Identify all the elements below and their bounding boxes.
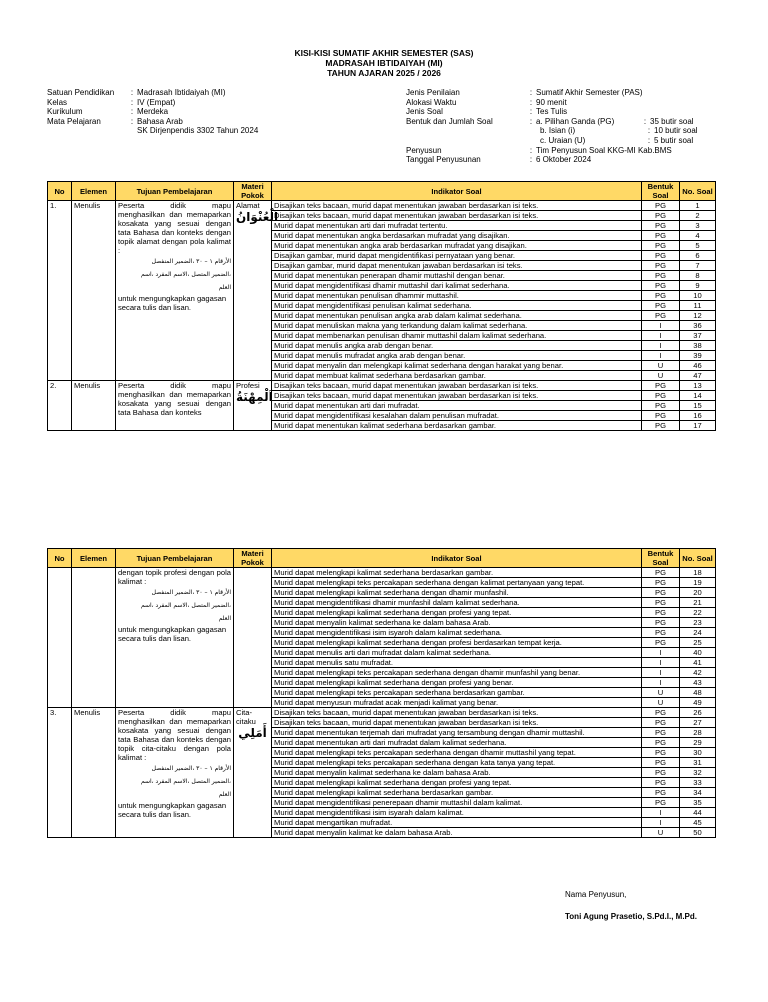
nosoal-cell: 1 (680, 201, 716, 211)
signature-label: Nama Penyusun, (565, 890, 627, 899)
bentuk-cell: U (642, 371, 680, 381)
indikator-cell: Disajikan teks bacaan, murid dapat menentukan jawaban berdasarkan isi teks. (272, 708, 642, 718)
indikator-cell: Murid dapat menentukan arti dari mufradat tertentu. (272, 221, 642, 231)
bentuk-cell: PG (642, 768, 680, 778)
nosoal-cell: 35 (680, 798, 716, 808)
tujuan-closing: untuk mengungkapkan gagasan secara tulis dan lisan. (118, 294, 227, 312)
nosoal-cell: 29 (680, 738, 716, 748)
indikator-cell: Murid dapat menentukan kalimat sederhana berdasarkan gambar. (272, 421, 642, 431)
arabic-pattern: الأرقام ١ – ٣٠ ،الضمير المنفصل (151, 589, 231, 596)
bentuk-cell: I (642, 658, 680, 668)
indikator-cell: Murid dapat menulis arti dari mufradat dalam kalimat sederhana. (272, 648, 642, 658)
nosoal-cell: 18 (680, 568, 716, 578)
indikator-cell: Murid dapat mengidentifikasi kesalahan dalam penulisan mufradat. (272, 411, 642, 421)
tujuan-text: Peserta didik mapu menghasilkan dan memaparkan kosakata yang sesuai dengan tata Bahasa dan konteks dengan topik alamat dengan pola kalimat : (118, 201, 231, 255)
bentuk-cell: PG (642, 778, 680, 788)
info-row: Satuan Pendidikan : Madrasah Ibtidaiyah (MI) (47, 88, 226, 97)
indikator-cell: Murid dapat melengkapi kalimat sederhana dengan profesi yang tepat. (272, 778, 642, 788)
col-tujuan: Tujuan Pembelajaran (116, 182, 234, 201)
bentuk-cell: U (642, 828, 680, 838)
table-header-row (48, 549, 716, 568)
info-value: Sumatif Akhir Semester (PAS) (536, 88, 643, 97)
nosoal-cell: 4 (680, 231, 716, 241)
col-nosoal: No. Soal (680, 182, 716, 201)
materi-cell (234, 201, 279, 381)
bentuk-cell: PG (642, 311, 680, 321)
bentuk-cell: PG (642, 758, 680, 768)
bentuk-cell: U (642, 698, 680, 708)
nosoal-cell: 50 (680, 828, 716, 838)
nosoal-cell: 21 (680, 598, 716, 608)
nosoal-cell: 28 (680, 728, 716, 738)
materi-label: Alamat (236, 201, 260, 210)
bentuk-cell: PG (642, 401, 680, 411)
indikator-cell: Murid dapat melengkapi kalimat sederhana berdasarkan gambar. (272, 568, 642, 578)
bentuk-cell: PG (642, 231, 680, 241)
indikator-cell: Murid dapat melengkapi kalimat sederhana dengan dhamir munfashil. (272, 588, 642, 598)
doc-subtitle: MADRASAH IBTIDAIYAH (MI) (325, 58, 443, 68)
info-value: 90 menit (536, 97, 567, 107)
indikator-cell: Disajikan gambar, murid dapat mengidentifikasi pernyataan yang benar. (272, 251, 642, 261)
row-number: 1. (48, 201, 72, 381)
bentuk-cell: U (642, 361, 680, 371)
indikator-cell: Murid dapat melengkapi teks percakapan sederhana dengan dhamir muttashil yang tepat. (272, 748, 642, 758)
indikator-cell: Murid dapat menentukan angka arab berdasarkan mufradat yang disajikan. (272, 241, 642, 251)
bentuk-cell: PG (642, 608, 680, 618)
indikator-cell: Disajikan teks bacaan, murid dapat menentukan jawaban berdasarkan isi teks. (272, 718, 642, 728)
info-value: 6 Oktober 2024 (536, 155, 592, 165)
doc-year: TAHUN AJARAN 2025 / 2026 (327, 68, 441, 78)
indikator-cell: Murid dapat membuat kalimat sederhana berdasarkan gambar. (272, 371, 642, 381)
indikator-cell: Murid dapat mengidentifikasi dhamir muttashil dari kalimat sederhana. (272, 281, 642, 291)
bentuk-cell: PG (642, 718, 680, 728)
info-label: Penyusun (406, 145, 442, 155)
info-value: Madrasah Ibtidaiyah (MI) (137, 88, 226, 97)
arabic-pattern: الأرقام ١ – ٣٠ ،الضمير المنفصل (151, 765, 231, 772)
nosoal-cell: 15 (680, 401, 716, 411)
nosoal-cell: 42 (680, 668, 716, 678)
indikator-cell: Murid dapat menyalin kalimat sederhana ke dalam bahasa Arab. (272, 768, 642, 778)
info-label: Tanggal Penyusunan (406, 155, 481, 165)
bentuk-cell: PG (642, 201, 680, 211)
info-label: Kurikulum (47, 107, 83, 117)
row-number: 2. (48, 381, 72, 431)
indikator-cell: Murid dapat mengartikan mufradat. (272, 818, 642, 828)
table-row (48, 708, 716, 718)
col-elemen: Elemen (72, 549, 116, 568)
tujuan-text: Peserta didik mapu menghasilkan dan memaparkan kosakata yang sesuai dengan tata Bahasa dan konteks (118, 381, 231, 417)
info-row: Kurikulum : Merdeka (47, 107, 169, 117)
indikator-cell: Murid dapat menyusun mufradat acak menjadi kalimat yang benar. (272, 698, 642, 708)
bentuk-cell: PG (642, 708, 680, 718)
indikator-cell: Murid dapat menulis satu mufradat. (272, 658, 642, 668)
info-label: Mata Pelajaran (47, 116, 101, 126)
bentuk-cell: PG (642, 578, 680, 588)
materi-cell (234, 381, 272, 431)
table-header-row (48, 182, 716, 201)
indikator-cell: Murid dapat melengkapi kalimat sederhana dengan profesi berdasarkan tempat kerja. (272, 638, 642, 648)
info-label: Bentuk dan Jumlah Soal (406, 116, 493, 126)
doc-title: KISI-KISI SUMATIF AKHIR SEMESTER (SAS) (294, 48, 474, 58)
materi-arabic: اَلْمِهْنَةُ (236, 390, 273, 404)
bentuk-cell: PG (642, 738, 680, 748)
nosoal-cell: 7 (680, 261, 716, 271)
nosoal-cell: 46 (680, 361, 716, 371)
nosoal-cell: 8 (680, 271, 716, 281)
indikator-cell: Murid dapat menulis angka arab dengan benar. (272, 341, 642, 351)
tujuan-closing: untuk mengungkapkan gagasan secara tulis dan lisan. (118, 801, 227, 819)
info-row: Kelas : IV (Empat) (47, 97, 176, 107)
indikator-cell: Murid dapat menentukan angka berdasarkan mufradat yang disajikan. (272, 231, 642, 241)
bentuk-cell: I (642, 818, 680, 828)
bentuk-cell: I (642, 648, 680, 658)
indikator-cell: Disajikan teks bacaan, murid dapat menentukan jawaban berdasarkan isi teks. (272, 391, 642, 401)
elemen-cell (72, 568, 116, 708)
nosoal-cell: 49 (680, 698, 716, 708)
nosoal-cell: 32 (680, 768, 716, 778)
nosoal-cell: 17 (680, 421, 716, 431)
col-materi: Materi Pokok (234, 549, 272, 568)
nosoal-cell: 13 (680, 381, 716, 391)
nosoal-cell: 43 (680, 678, 716, 688)
elemen-cell: Menulis (72, 381, 116, 431)
indikator-cell: Murid dapat melengkapi teks percakapan sederhana dengan kalimat pertanyaan yang tepat. (272, 578, 642, 588)
materi-arabic: أَمَلِي (238, 726, 267, 740)
row-number: 3. (48, 708, 72, 838)
bentuk-cell: PG (642, 381, 680, 391)
elemen-cell: Menulis (72, 201, 116, 381)
info-label: Alokasi Waktu (406, 97, 457, 107)
table-row (48, 381, 716, 391)
indikator-cell: Murid dapat mengidentifikasi isim isyarah dalam kalimat. (272, 808, 642, 818)
info-row: Alokasi Waktu : 90 menit (406, 97, 567, 107)
arabic-pattern: العلم (218, 615, 231, 622)
col-bentuk: Bentuk Soal (642, 549, 680, 568)
bentuk-cell: PG (642, 411, 680, 421)
indikator-cell: Murid dapat melengkapi teks percakapan sederhana dengan dhamir munfashil yang benar. (272, 668, 642, 678)
indikator-cell: Murid dapat melengkapi kalimat sederhana dengan profesi yang tepat. (272, 608, 642, 618)
nosoal-cell: 41 (680, 658, 716, 668)
nosoal-cell: 6 (680, 251, 716, 261)
nosoal-cell: 2 (680, 211, 716, 221)
bentuk-cell: I (642, 351, 680, 361)
materi-cell (234, 708, 272, 838)
bentuk-cell: PG (642, 241, 680, 251)
bentuk-cell: PG (642, 251, 680, 261)
col-bentuk: Bentuk Soal (642, 182, 680, 201)
col-nosoal: No. Soal (680, 549, 716, 568)
bentuk-cell: PG (642, 598, 680, 608)
arabic-pattern: العلم (218, 791, 231, 798)
bentuk-cell: PG (642, 291, 680, 301)
bentuk-cell: PG (642, 638, 680, 648)
tujuan-cell (116, 381, 234, 431)
count-item: b. Isian (i) (540, 126, 576, 136)
indikator-cell: Murid dapat menulis mufradat angka arab dengan benar. (272, 351, 642, 361)
indikator-cell: Disajikan gambar, murid dapat menentukan jawaban berdasarkan isi teks. (272, 261, 642, 271)
indikator-cell: Murid dapat mengidentifikasi isim isyaroh dalam kalimat sederhana. (272, 628, 642, 638)
bentuk-cell: I (642, 341, 680, 351)
indikator-cell: Murid dapat menuliskan makna yang terkandung dalam kalimat sederhana. (272, 321, 642, 331)
materi-label: Profesi (236, 381, 260, 390)
info-value: Merdeka (137, 107, 169, 117)
tujuan-text: Peserta didik mapu menghasilkan dan memaparkan kosakata yang sesuai dengan tata Bahasa dan konteks dengan topik cita-citaku dengan pola kalimat : (118, 708, 231, 762)
nosoal-cell: 16 (680, 411, 716, 421)
indikator-cell: Murid dapat mengidentifikasi dhamir munfashil dalam kalimat sederhana. (272, 598, 642, 608)
nosoal-cell: 26 (680, 708, 716, 718)
nosoal-cell: 23 (680, 618, 716, 628)
signature-name: Toni Agung Prasetio, S.Pd.I., M.Pd. (565, 912, 698, 921)
bentuk-cell: PG (642, 211, 680, 221)
indikator-cell: Murid dapat menentukan penulisan dhammir muttashil. (272, 291, 642, 301)
col-no: No (48, 182, 72, 201)
nosoal-cell: 10 (680, 291, 716, 301)
col-indikator: Indikator Soal (272, 549, 642, 568)
bentuk-cell: I (642, 808, 680, 818)
info-row: Jenis Soal : Tes Tulis (406, 107, 568, 117)
indikator-cell: Murid dapat menentukan arti dari mufradat. (272, 401, 642, 411)
bentuk-cell: PG (642, 798, 680, 808)
materi-cell (234, 568, 272, 708)
indikator-cell: Murid dapat melengkapi teks percakapan sederhana berdasarkan gambar. (272, 688, 642, 698)
nosoal-cell: 9 (680, 281, 716, 291)
col-indikator: Indikator Soal (272, 182, 642, 201)
indikator-cell: Murid dapat membenarkan penulisan dhamir muttashil dalam kalimat sederhana. (272, 331, 642, 341)
info-label: Jenis Penilaian (406, 88, 460, 97)
info-row: Mata Pelajaran : Bahasa Arab (47, 116, 183, 126)
row-number (48, 568, 72, 708)
arabic-pattern: ،الضمير المتصل ،الاسم المفرد ،اسم (140, 602, 231, 609)
info-row: Penyusun : Tim Penyusun Soal KKG-MI Kab.BMS (406, 145, 672, 155)
col-tujuan: Tujuan Pembelajaran (116, 549, 234, 568)
indikator-cell: Disajikan teks bacaan, murid dapat menentukan jawaban berdasarkan isi teks. (272, 201, 642, 211)
arabic-pattern: ،الضمير المتصل ،الاسم المفرد ،اسم (140, 778, 231, 785)
nosoal-cell: 37 (680, 331, 716, 341)
info-label: Jenis Soal (406, 107, 443, 117)
kisi-table-1 (47, 181, 716, 431)
info-label: Kelas (47, 97, 68, 107)
bentuk-cell: PG (642, 391, 680, 401)
tujuan-cell (116, 708, 234, 838)
indikator-cell: Murid dapat melengkapi teks percakapan sederhana dengan kata tanya yang tepat. (272, 758, 642, 768)
count-value: 10 butir soal (654, 126, 698, 136)
nosoal-cell: 14 (680, 391, 716, 401)
nosoal-cell: 34 (680, 788, 716, 798)
nosoal-cell: 11 (680, 301, 716, 311)
nosoal-cell: 3 (680, 221, 716, 231)
bentuk-cell: PG (642, 271, 680, 281)
bentuk-cell: PG (642, 568, 680, 578)
nosoal-cell: 48 (680, 688, 716, 698)
tujuan-text: dengan topik profesi dengan pola kalimat : (118, 568, 231, 586)
tujuan-cell (116, 568, 234, 708)
nosoal-cell: 38 (680, 341, 716, 351)
table-row (48, 568, 716, 578)
bentuk-cell: I (642, 678, 680, 688)
indikator-cell: Murid dapat melengkapi kalimat sederhana berdasarkan gambar. (272, 788, 642, 798)
right-info-block (406, 88, 698, 165)
arabic-pattern: الأرقام ١ – ٣٠ ،الضمير المنفصل (151, 258, 231, 265)
materi-label: Cita-citaku (236, 708, 256, 726)
bentuk-cell: PG (642, 728, 680, 738)
info-row: c. Uraian (U) : 5 butir soal (540, 135, 694, 145)
bentuk-cell: I (642, 321, 680, 331)
indikator-cell: Disajikan teks bacaan, murid dapat menentukan jawaban berdasarkan isi teks. (272, 381, 642, 391)
nosoal-cell: 44 (680, 808, 716, 818)
info-row: b. Isian (i) : 10 butir soal (540, 126, 698, 136)
nosoal-cell: 12 (680, 311, 716, 321)
bentuk-cell: PG (642, 618, 680, 628)
info-value: Tes Tulis (536, 107, 568, 117)
indikator-cell: Murid dapat mengidentifikasi penulisan kalimat sederhana. (272, 301, 642, 311)
arabic-pattern: ،الضمير المتصل ،الاسم المفرد ،اسم (140, 271, 231, 278)
nosoal-cell: 22 (680, 608, 716, 618)
bentuk-cell: PG (642, 421, 680, 431)
indikator-cell: Murid dapat menentukan arti dari mufradat dalam kalimat sederhana. (272, 738, 642, 748)
nosoal-cell: 31 (680, 758, 716, 768)
indikator-cell: Disajikan teks bacaan, murid dapat menentukan jawaban berdasarkan isi teks. (272, 211, 642, 221)
indikator-cell: Murid dapat menentukan terjemah dari mufradat yang tersambung dengan dhamir muttashil. (272, 728, 642, 738)
nosoal-cell: 24 (680, 628, 716, 638)
nosoal-cell: 30 (680, 748, 716, 758)
arabic-pattern: العلم (218, 284, 231, 291)
bentuk-cell: PG (642, 588, 680, 598)
indikator-cell: Murid dapat melengkapi kalimat sederhana dengan profesi yang benar. (272, 678, 642, 688)
bentuk-cell: I (642, 331, 680, 341)
kisi-table-2 (47, 548, 716, 838)
info-value: a. Pilihan Ganda (PG) (536, 116, 615, 126)
tujuan-cell (116, 201, 234, 381)
col-materi: Materi Pokok (234, 182, 272, 201)
nosoal-cell: 36 (680, 321, 716, 331)
nosoal-cell: 27 (680, 718, 716, 728)
count-value: 5 butir soal (654, 135, 694, 145)
nosoal-cell: 39 (680, 351, 716, 361)
nosoal-cell: 45 (680, 818, 716, 828)
indikator-cell: Murid dapat menyalin kalimat ke dalam bahasa Arab. (272, 828, 642, 838)
info-row: Jenis Penilaian : Sumatif Akhir Semester (PAS) (406, 88, 643, 97)
indikator-cell: Murid dapat menyalin dan melengkapi kalimat sederhana dengan harakat yang benar. (272, 361, 642, 371)
bentuk-cell: PG (642, 748, 680, 758)
bentuk-cell: PG (642, 788, 680, 798)
indikator-cell: Murid dapat menentukan penulisan angka arab dalam kalimat sederhana. (272, 311, 642, 321)
info-value-extra: SK Dirjenpendis 3302 Tahun 2024 (137, 126, 259, 136)
indikator-cell: Murid dapat menyalin kalimat sederhana ke dalam bahasa Arab. (272, 618, 642, 628)
count-item: c. Uraian (U) (540, 135, 586, 145)
indikator-cell: Murid dapat mengidentifikasi penerepaan dhamir muttashil dalam kalimat. (272, 798, 642, 808)
nosoal-cell: 40 (680, 648, 716, 658)
pg-count: 35 butir soal (650, 116, 694, 126)
nosoal-cell: 33 (680, 778, 716, 788)
left-info-block (47, 88, 258, 136)
col-elemen: Elemen (72, 182, 116, 201)
bentuk-cell: U (642, 688, 680, 698)
nosoal-cell: 20 (680, 588, 716, 598)
nosoal-cell: 25 (680, 638, 716, 648)
table-row (48, 201, 716, 211)
info-row (47, 126, 258, 136)
bentuk-cell: PG (642, 301, 680, 311)
col-no: No (48, 549, 72, 568)
info-value: IV (Empat) (137, 97, 176, 107)
elemen-cell: Menulis (72, 708, 116, 838)
bentuk-cell: PG (642, 221, 680, 231)
tujuan-closing: untuk mengungkapkan gagasan secara tulis dan lisan. (118, 625, 227, 643)
bentuk-cell: PG (642, 628, 680, 638)
nosoal-cell: 19 (680, 578, 716, 588)
info-row: Tanggal Penyusunan : 6 Oktober 2024 (406, 155, 592, 165)
info-value: Bahasa Arab (137, 116, 183, 126)
indikator-cell: Murid dapat menentukan penerapan dhamir muttashil dengan benar. (272, 271, 642, 281)
info-label: Satuan Pendidikan (47, 88, 115, 97)
info-value: Tim Penyusun Soal KKG-MI Kab.BMS (536, 145, 672, 155)
bentuk-cell: PG (642, 281, 680, 291)
materi-arabic: اَلْعُنْوَانُ (236, 210, 279, 224)
bentuk-cell: PG (642, 261, 680, 271)
nosoal-cell: 47 (680, 371, 716, 381)
info-row: Bentuk dan Jumlah Soal : a. Pilihan Ganda (PG) : 35 butir soal (406, 116, 694, 126)
nosoal-cell: 5 (680, 241, 716, 251)
bentuk-cell: I (642, 668, 680, 678)
